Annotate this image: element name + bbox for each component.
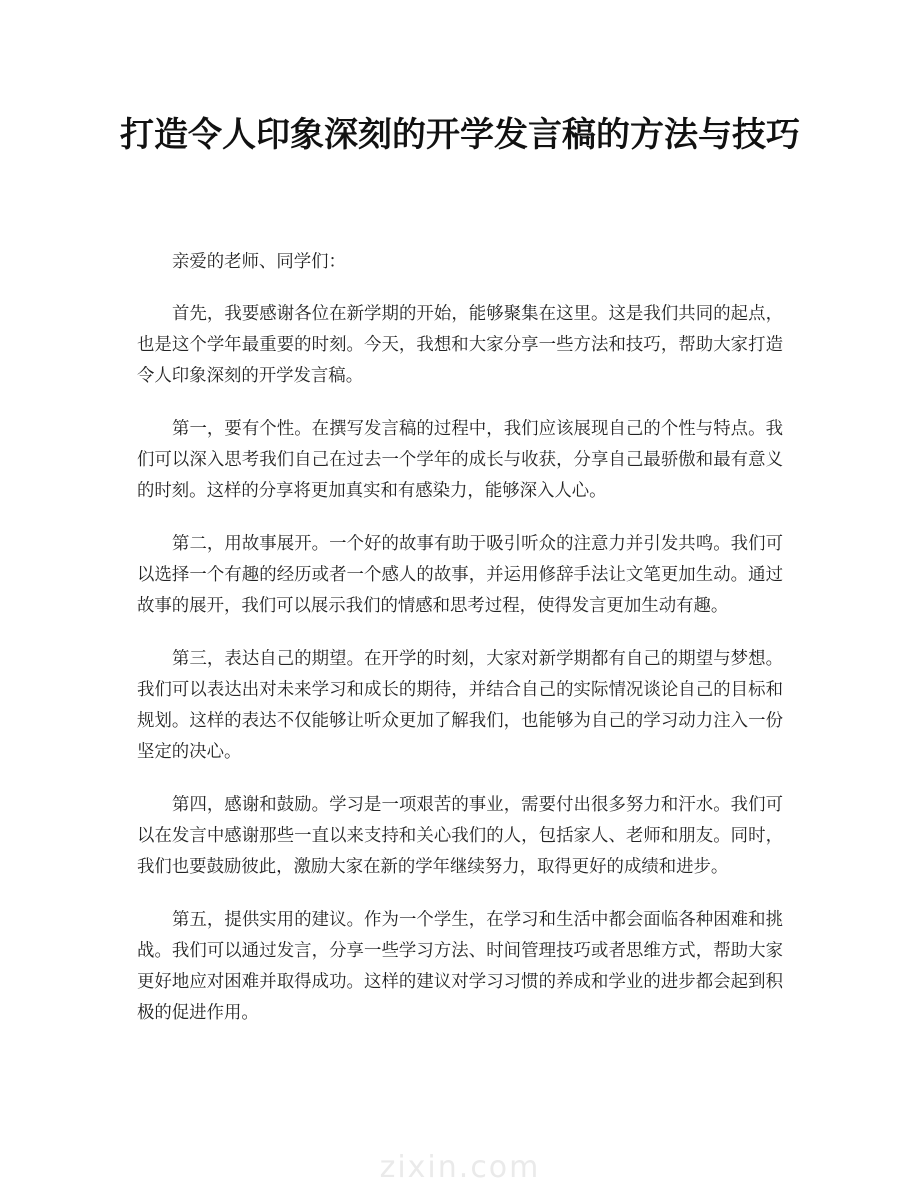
greeting-paragraph: 亲爱的老师、同学们：: [172, 252, 346, 272]
paragraph-third: 第三，表达自己的期望。在开学的时刻，大家对新学期都有自己的期望与梦想。我们可以表达出对未来学习和成长的期待，并结合自己的实际情况谈论自己的目标和规划。这样的表达不仅能够让听众更加了解我们，也能够为自己的学习动力注入一份坚定的决心。: [137, 649, 783, 762]
paragraph-second: 第二，用故事展开。一个好的故事有助于吸引听众的注意力并引发共鸣。我们可以选择一个有趣的经历或者一个感人的故事，并运用修辞手法让文笔更加生动。通过故事的展开，我们可以展示我们的情感和思考过程，使得发言更加生动有趣。: [137, 534, 783, 616]
document-body: [137, 247, 783, 1051]
document-title: 打造令人印象深刻的开学发言稿的方法与技巧: [120, 115, 800, 155]
paragraph-fifth: 第五，提供实用的建议。作为一个学生，在学习和生活中都会面临各种困难和挑战。我们可以通过发言，分享一些学习方法、时间管理技巧或者思维方式，帮助大家更好地应对困难并取得成功。这样的建议对学习习惯的养成和学业的进步都会起到积极的促进作用。: [137, 910, 783, 1023]
paragraph-fourth: 第四，感谢和鼓励。学习是一项艰苦的事业，需要付出很多努力和汗水。我们可以在发言中感谢那些一直以来支持和关心我们的人，包括家人、老师和朋友。同时，我们也要鼓励彼此，激励大家在新的学年继续努力，取得更好的成绩和进步。: [137, 795, 783, 877]
paragraph-intro: 首先，我要感谢各位在新学期的开始，能够聚集在这里。这是我们共同的起点，也是这个学年最重要的时刻。今天，我想和大家分享一些方法和技巧，帮助大家打造令人印象深刻的开学发言稿。: [137, 304, 783, 386]
watermark: zixin.com: [379, 1150, 541, 1185]
paragraph-first: 第一，要有个性。在撰写发言稿的过程中，我们应该展现自己的个性与特点。我们可以深入思考我们自己在过去一个学年的成长与收获，分享自己最骄傲和最有意义的时刻。这样的分享将更加真实和有感染力，能够深入人心。: [137, 419, 783, 501]
